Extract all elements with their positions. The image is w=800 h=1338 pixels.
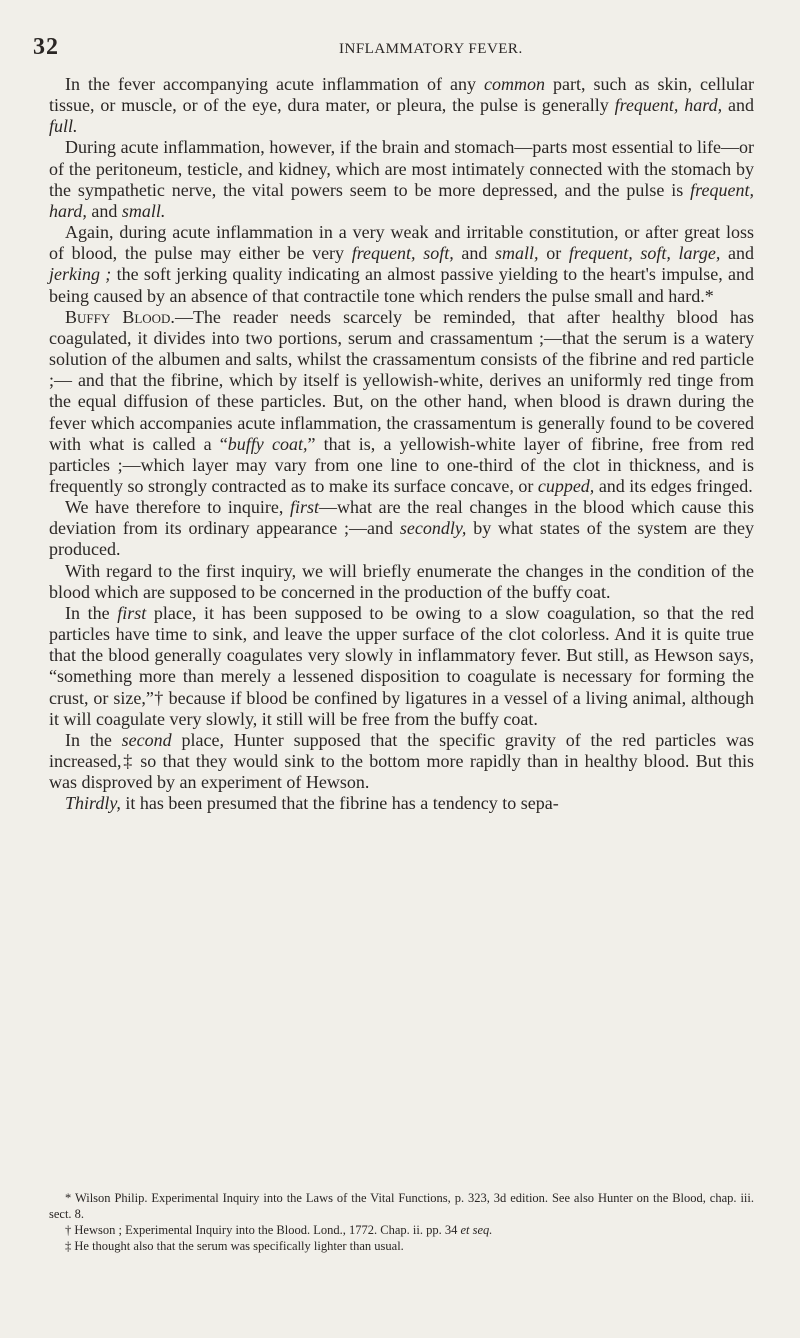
paragraph-second-place: In the second place, Hunter supposed that the specific gravity of the red particles was increased,‡ so that they would sink to the bottom more rapidly than in healthy blood. But this was disproved by an experiment of Hewson. [49, 729, 754, 793]
paragraph-first-place: In the first place, it has been supposed to be owing to a slow coagulation, so that the red particles have time to sink, and leave the upper surface of the clot colorless. And it is quite true that the blood generally coagulates very slowly in inflammatory fever. But still, as Hewson says, “something more than merely a lessened disposition to coagulate is necessary for forming the crust, or size,”† because if blood be confined by ligatures in a vessel of a living animal, although it will coagulate very slowly, it still will be free from the buffy coat. [49, 602, 755, 729]
body-text [49, 74, 754, 814]
running-head: INFLAMMATORY FEVER. [339, 41, 523, 57]
paragraph-buffy-blood: Buffy Blood.—The reader needs scarcely be reminded, that after healthy blood has coagulated, it divides into two portions, serum and crassamentum ;—that the serum is a watery solution of the albumen and salts, whilst the crassamentum consists of the fibrine and red particle ;— and that the fibrine, which by itself is yellowish-white, derives an uniformly red tinge from the equal diffusion of these particles. But, on the other hand, when blood is drawn during the fever which accompanies acute inflammation, the crassamentum is generally found to be covered with what is called a “buffy coat,” that is, a yellowish-white layer of fibrine, free from red particles ;—which layer may vary from one line to one-third of the clot in thickness, and is frequently so strongly contracted as to make its surface concave, or cupped, and its edges fringed. [49, 306, 754, 496]
section-heading-buffy-blood: Buffy Blood. [65, 306, 175, 327]
paragraph-pulse-common: In the fever accompanying acute inflammation of any common part, such as skin, cellular tissue, or muscle, or of the eye, dura mater, or pleura, the pulse is generally frequent, hard, and full. [49, 74, 754, 137]
paragraph-first-inquiry: With regard to the first inquiry, we will briefly enumerate the changes in the condition of the blood which are supposed to be concerned in the production of the buffy coat. [49, 560, 754, 602]
paragraph-thirdly: Thirdly, it has been presumed that the fibrine has a tendency to sepa- [65, 793, 559, 814]
footnote-1: * Wilson Philip. Experimental Inquiry into the Laws of the Vital Functions, p. 323, 3d edition. See also Hunter on the Blood, chap. iii. sect. 8. [49, 1191, 754, 1221]
footnote-2: † Hewson ; Experimental Inquiry into the Blood. Lond., 1772. Chap. ii. pp. 34 et seq. [65, 1223, 493, 1237]
footnote-3: ‡ He thought also that the serum was specifically lighter than usual. [65, 1239, 404, 1253]
paragraph-inquiry: We have therefore to inquire, first—what are the real changes in the blood which cause this deviation from its ordinary appearance ;—and secondly, by what states of the system are they produced. [49, 497, 755, 560]
page-number: 32 [33, 34, 59, 60]
footnotes [49, 1190, 754, 1254]
paragraph-pulse-visceral: During acute inflammation, however, if the brain and stomach—parts most essential to life—or of the peritoneum, testicle, and kidney, which are most intimately connected with the stomach by the sympathetic nerve, the vital powers seem to be more depressed, and the pulse is frequent, hard, and small. [49, 137, 754, 221]
page-header [33, 34, 752, 60]
paragraph-pulse-weak-constitution: Again, during acute inflammation in a very weak and irritable constitution, or after great loss of blood, the pulse may either be very frequent, soft, and small, or frequent, soft, large, and jerking ; the soft jerking quality indicating an almost passive yielding to the heart's impulse, and being caused by an absence of that contractile tone which renders the pulse small and hard.* [49, 222, 755, 306]
